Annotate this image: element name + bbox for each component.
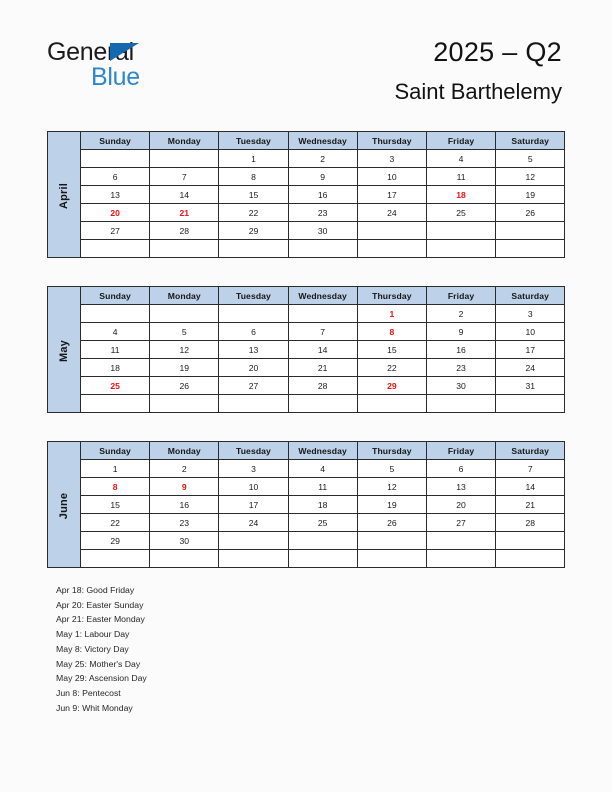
day-cell[interactable]: 10: [219, 478, 288, 496]
calendar-table-june: [47, 441, 565, 568]
day-cell[interactable]: 28: [150, 222, 219, 240]
day-cell-empty: [357, 395, 426, 413]
day-cell[interactable]: 10: [496, 323, 565, 341]
day-cell[interactable]: 16: [288, 186, 357, 204]
day-cell[interactable]: 6: [81, 168, 150, 186]
page-header: [0, 0, 612, 120]
day-cell[interactable]: 9: [426, 323, 495, 341]
week-row: [48, 550, 565, 568]
day-cell[interactable]: 26: [357, 514, 426, 532]
weekday-header-monday: Monday: [150, 442, 219, 460]
day-cell-empty: [219, 532, 288, 550]
weekday-header-saturday: Saturday: [496, 287, 565, 305]
day-cell-empty: [288, 395, 357, 413]
week-row: [48, 305, 565, 323]
weekday-header-tuesday: Tuesday: [219, 287, 288, 305]
weekday-header-wednesday: Wednesday: [288, 287, 357, 305]
day-cell[interactable]: 13: [219, 341, 288, 359]
day-cell[interactable]: 5: [150, 323, 219, 341]
week-row: [48, 168, 565, 186]
day-cell-empty: [357, 550, 426, 568]
day-cell-empty: [496, 240, 565, 258]
page-subtitle-country: Saint Barthelemy: [394, 79, 562, 104]
day-cell[interactable]: 13: [426, 478, 495, 496]
day-cell[interactable]: 17: [496, 341, 565, 359]
day-cell[interactable]: 10: [357, 168, 426, 186]
day-cell[interactable]: 7: [496, 460, 565, 478]
day-cell-empty: [496, 395, 565, 413]
day-cell[interactable]: 15: [81, 496, 150, 514]
day-cell-empty: [150, 550, 219, 568]
month-name-label: [48, 132, 81, 258]
day-cell[interactable]: 24: [219, 514, 288, 532]
day-cell-empty: [426, 550, 495, 568]
day-cell[interactable]: 6: [219, 323, 288, 341]
day-cell[interactable]: 31: [496, 377, 565, 395]
day-cell[interactable]: 19: [357, 496, 426, 514]
weekday-header-thursday: Thursday: [357, 132, 426, 150]
day-cell[interactable]: 22: [357, 359, 426, 377]
day-cell[interactable]: 21: [150, 204, 219, 222]
day-cell[interactable]: 27: [219, 377, 288, 395]
day-cell[interactable]: 23: [150, 514, 219, 532]
legend-item: Apr 20: Easter Sunday: [56, 599, 144, 610]
day-cell[interactable]: 21: [288, 359, 357, 377]
day-cell[interactable]: 30: [426, 377, 495, 395]
week-row: [48, 377, 565, 395]
day-cell-empty: [81, 395, 150, 413]
day-cell[interactable]: 20: [426, 496, 495, 514]
day-cell-empty: [288, 550, 357, 568]
day-cell[interactable]: 9: [288, 168, 357, 186]
logo-text-general: General: [47, 38, 134, 66]
day-cell[interactable]: 27: [81, 222, 150, 240]
day-cell[interactable]: 1: [357, 305, 426, 323]
day-cell-empty: [288, 240, 357, 258]
day-cell[interactable]: 2: [426, 305, 495, 323]
day-cell[interactable]: 25: [426, 204, 495, 222]
day-cell[interactable]: 18: [288, 496, 357, 514]
legend-item: Jun 9: Whit Monday: [56, 702, 133, 713]
month-name-label: [48, 287, 81, 413]
day-cell[interactable]: 11: [81, 341, 150, 359]
weekday-header-thursday: Thursday: [357, 442, 426, 460]
weekday-header-sunday: Sunday: [81, 132, 150, 150]
month-name-label: [48, 442, 81, 568]
day-cell[interactable]: 11: [426, 168, 495, 186]
day-cell-empty: [150, 395, 219, 413]
weekday-header-saturday: Saturday: [496, 442, 565, 460]
day-cell[interactable]: 1: [81, 460, 150, 478]
day-cell[interactable]: 30: [150, 532, 219, 550]
week-row: [48, 514, 565, 532]
weekday-header-wednesday: Wednesday: [288, 442, 357, 460]
day-cell[interactable]: 12: [150, 341, 219, 359]
month-name-text: April: [58, 182, 70, 209]
day-cell[interactable]: 19: [496, 186, 565, 204]
weekday-header-row: [48, 132, 565, 150]
day-cell-empty: [288, 532, 357, 550]
logo-text-blue: Blue: [91, 63, 140, 91]
day-cell-empty: [219, 395, 288, 413]
day-cell[interactable]: 9: [150, 478, 219, 496]
legend-item: May 29: Ascension Day: [56, 673, 147, 684]
weekday-header-friday: Friday: [426, 442, 495, 460]
day-cell-empty: [219, 240, 288, 258]
day-cell[interactable]: 16: [150, 496, 219, 514]
legend-item: Apr 18: Good Friday: [56, 585, 135, 595]
legend-item: May 1: Labour Day: [56, 629, 130, 640]
day-cell-empty: [357, 222, 426, 240]
day-cell[interactable]: 14: [496, 478, 565, 496]
day-cell[interactable]: 3: [357, 150, 426, 168]
day-cell[interactable]: 17: [219, 496, 288, 514]
day-cell-empty: [426, 222, 495, 240]
day-cell[interactable]: 22: [219, 204, 288, 222]
day-cell[interactable]: 24: [357, 204, 426, 222]
day-cell[interactable]: 15: [219, 186, 288, 204]
day-cell-empty: [426, 532, 495, 550]
weekday-header-sunday: Sunday: [81, 287, 150, 305]
weekday-header-saturday: Saturday: [496, 132, 565, 150]
weekday-header-monday: Monday: [150, 287, 219, 305]
day-cell-empty: [426, 395, 495, 413]
day-cell[interactable]: 8: [219, 168, 288, 186]
title-block: [394, 36, 562, 107]
day-cell[interactable]: 23: [426, 359, 495, 377]
weekday-header-tuesday: Tuesday: [219, 132, 288, 150]
day-cell[interactable]: 8: [357, 323, 426, 341]
day-cell[interactable]: 1: [219, 150, 288, 168]
week-row: [48, 460, 565, 478]
day-cell[interactable]: 3: [496, 305, 565, 323]
month-block-may: [47, 286, 565, 413]
day-cell[interactable]: 20: [219, 359, 288, 377]
day-cell[interactable]: 22: [81, 514, 150, 532]
day-cell[interactable]: 27: [426, 514, 495, 532]
day-cell[interactable]: 29: [81, 532, 150, 550]
week-row: [48, 240, 565, 258]
day-cell[interactable]: 21: [496, 496, 565, 514]
day-cell-empty: [288, 305, 357, 323]
calendar-table-april: [47, 131, 565, 258]
week-row: [48, 323, 565, 341]
day-cell[interactable]: 16: [426, 341, 495, 359]
week-row: [48, 341, 565, 359]
day-cell[interactable]: 28: [288, 377, 357, 395]
day-cell[interactable]: 18: [426, 186, 495, 204]
day-cell[interactable]: 12: [357, 478, 426, 496]
day-cell[interactable]: 20: [81, 204, 150, 222]
week-row: [48, 359, 565, 377]
calendar-table-may: [47, 286, 565, 413]
day-cell[interactable]: 24: [496, 359, 565, 377]
week-row: [48, 222, 565, 240]
weekday-header-sunday: Sunday: [81, 442, 150, 460]
day-cell-empty: [219, 550, 288, 568]
day-cell[interactable]: 18: [81, 359, 150, 377]
day-cell[interactable]: 28: [496, 514, 565, 532]
day-cell[interactable]: 12: [496, 168, 565, 186]
day-cell-empty: [219, 305, 288, 323]
weekday-header-tuesday: Tuesday: [219, 442, 288, 460]
page-title: 2025 – Q2: [433, 37, 562, 67]
day-cell[interactable]: 3: [219, 460, 288, 478]
weekday-header-monday: Monday: [150, 132, 219, 150]
month-name-text: May: [58, 339, 70, 362]
legend-item: Jun 8: Pentecost: [56, 687, 121, 698]
day-cell-empty: [81, 305, 150, 323]
day-cell-empty: [426, 240, 495, 258]
week-row: [48, 395, 565, 413]
day-cell[interactable]: 23: [288, 204, 357, 222]
day-cell[interactable]: 25: [288, 514, 357, 532]
day-cell[interactable]: 2: [150, 460, 219, 478]
week-row: [48, 186, 565, 204]
day-cell[interactable]: 11: [288, 478, 357, 496]
legend-item: May 8: Victory Day: [56, 643, 129, 654]
day-cell[interactable]: 26: [150, 377, 219, 395]
week-row: [48, 150, 565, 168]
day-cell-empty: [150, 150, 219, 168]
week-row: [48, 478, 565, 496]
day-cell[interactable]: 14: [150, 186, 219, 204]
month-name-text: June: [57, 492, 70, 519]
day-cell-empty: [496, 222, 565, 240]
day-cell[interactable]: 4: [288, 460, 357, 478]
day-cell[interactable]: 14: [288, 341, 357, 359]
week-row: [48, 496, 565, 514]
weekday-header-friday: Friday: [426, 287, 495, 305]
day-cell[interactable]: 7: [150, 168, 219, 186]
weekday-header-row: [48, 442, 565, 460]
day-cell-empty: [496, 532, 565, 550]
day-cell[interactable]: 13: [81, 186, 150, 204]
day-cell[interactable]: 6: [426, 460, 495, 478]
week-row: [48, 532, 565, 550]
month-block-june: [47, 441, 565, 568]
day-cell[interactable]: 5: [496, 150, 565, 168]
day-cell-empty: [81, 240, 150, 258]
general-blue-logo: [47, 38, 277, 96]
day-cell-empty: [150, 240, 219, 258]
day-cell[interactable]: 15: [357, 341, 426, 359]
day-cell[interactable]: 2: [288, 150, 357, 168]
day-cell[interactable]: 8: [81, 478, 150, 496]
day-cell-empty: [357, 240, 426, 258]
weekday-header-row: [48, 287, 565, 305]
legend-item: May 25: Mother's Day: [56, 658, 141, 669]
holiday-legend: [56, 583, 476, 715]
day-cell[interactable]: 7: [288, 323, 357, 341]
day-cell[interactable]: 4: [81, 323, 150, 341]
day-cell[interactable]: 29: [219, 222, 288, 240]
day-cell-empty: [150, 305, 219, 323]
weekday-header-thursday: Thursday: [357, 287, 426, 305]
day-cell-empty: [496, 550, 565, 568]
day-cell-empty: [357, 532, 426, 550]
weekday-header-friday: Friday: [426, 132, 495, 150]
day-cell[interactable]: 25: [81, 377, 150, 395]
day-cell[interactable]: 19: [150, 359, 219, 377]
day-cell[interactable]: 4: [426, 150, 495, 168]
legend-item: Apr 21: Easter Monday: [56, 614, 145, 625]
logo-triangle-icon: [110, 43, 139, 61]
day-cell[interactable]: 26: [496, 204, 565, 222]
day-cell-empty: [81, 150, 150, 168]
weekday-header-wednesday: Wednesday: [288, 132, 357, 150]
day-cell[interactable]: 5: [357, 460, 426, 478]
day-cell[interactable]: 29: [357, 377, 426, 395]
day-cell-empty: [81, 550, 150, 568]
week-row: [48, 204, 565, 222]
day-cell[interactable]: 30: [288, 222, 357, 240]
day-cell[interactable]: 17: [357, 186, 426, 204]
month-block-april: [47, 131, 565, 258]
